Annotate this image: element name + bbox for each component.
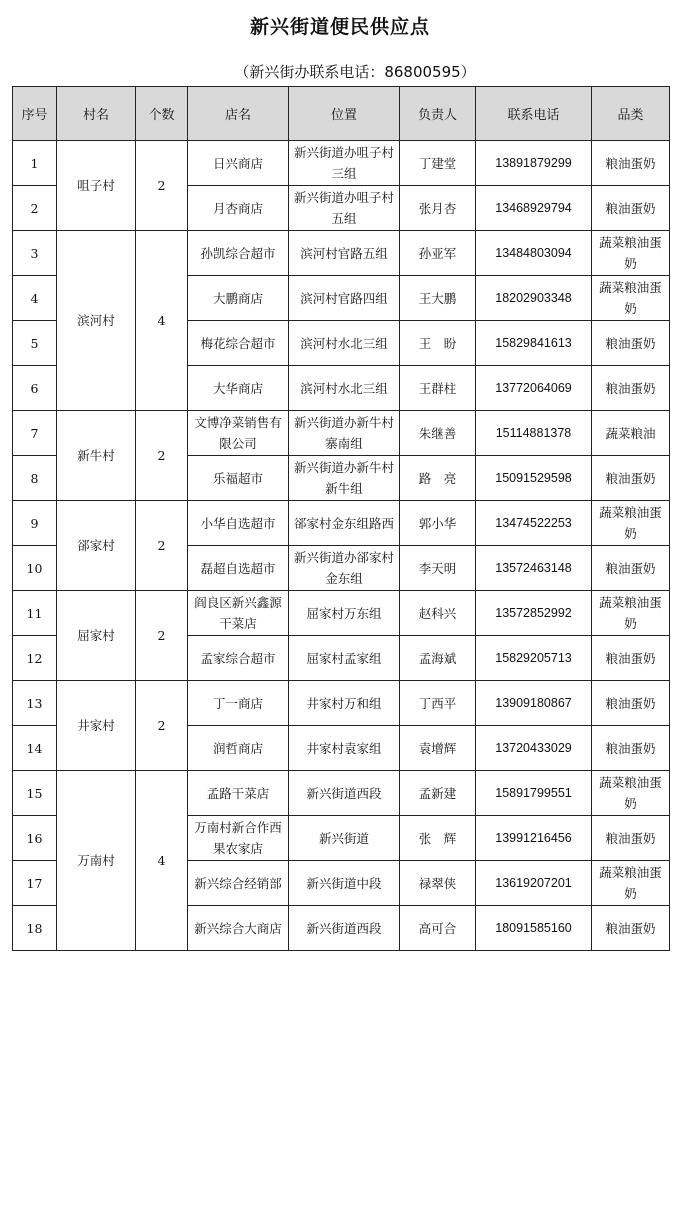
cell-no: 11: [13, 591, 57, 636]
cell-count: 2: [136, 681, 188, 771]
cell-village: 井家村: [57, 681, 136, 771]
cell-shop: 乐福超市: [188, 456, 289, 501]
cell-location: 井家村袁家组: [289, 726, 400, 771]
header-phone: 联系电话: [476, 87, 592, 141]
cell-village: 郤家村: [57, 501, 136, 591]
header-person: 负责人: [400, 87, 476, 141]
table-row: [13, 591, 670, 636]
cell-village: 屈家村: [57, 591, 136, 681]
cell-person: 丁建堂: [400, 141, 476, 186]
cell-location: 滨河村官路五组: [289, 231, 400, 276]
cell-category: 蔬菜粮油: [592, 411, 670, 456]
cell-shop: 新兴综合大商店: [188, 906, 289, 951]
cell-location: 屈家村万东组: [289, 591, 400, 636]
table-row: [13, 501, 670, 546]
cell-shop: 大鹏商店: [188, 276, 289, 321]
cell-count: 2: [136, 501, 188, 591]
cell-no: 4: [13, 276, 57, 321]
cell-phone: 13720433029: [476, 726, 592, 771]
table-row: [13, 411, 670, 456]
cell-category: 蔬菜粮油蛋奶: [592, 501, 670, 546]
cell-person: 王 盼: [400, 321, 476, 366]
cell-no: 5: [13, 321, 57, 366]
cell-person: 张月杏: [400, 186, 476, 231]
contact-subtitle: （新兴街办联系电话：86800595）: [234, 63, 476, 81]
cell-shop: 月杏商店: [188, 186, 289, 231]
cell-person: 王大鹏: [400, 276, 476, 321]
cell-no: 3: [13, 231, 57, 276]
cell-category: 蔬菜粮油蛋奶: [592, 231, 670, 276]
cell-person: 王群柱: [400, 366, 476, 411]
cell-shop: 孟路干菜店: [188, 771, 289, 816]
cell-category: 粮油蛋奶: [592, 141, 670, 186]
cell-phone: 13572463148: [476, 546, 592, 591]
cell-shop: 磊超自选超市: [188, 546, 289, 591]
cell-location: 滨河村水北三组: [289, 321, 400, 366]
cell-count: 4: [136, 771, 188, 951]
cell-village: 万南村: [57, 771, 136, 951]
cell-count: 2: [136, 141, 188, 231]
cell-shop: 新兴综合经销部: [188, 861, 289, 906]
cell-count: 2: [136, 591, 188, 681]
cell-person: 孙亚军: [400, 231, 476, 276]
header-shop: 店名: [188, 87, 289, 141]
cell-person: 丁西平: [400, 681, 476, 726]
cell-shop: 润哲商店: [188, 726, 289, 771]
cell-phone: 15829205713: [476, 636, 592, 681]
cell-shop: 大华商店: [188, 366, 289, 411]
cell-shop: 丁一商店: [188, 681, 289, 726]
cell-no: 8: [13, 456, 57, 501]
header-category: 品类: [592, 87, 670, 141]
cell-count: 2: [136, 411, 188, 501]
cell-location: 新兴街道办郤家村金东组: [289, 546, 400, 591]
cell-person: 路 亮: [400, 456, 476, 501]
cell-category: 粮油蛋奶: [592, 636, 670, 681]
cell-location: 新兴街道办新牛村寨南组: [289, 411, 400, 456]
cell-shop: 万南村新合作西果农家店: [188, 816, 289, 861]
cell-shop: 文博净菜销售有限公司: [188, 411, 289, 456]
cell-shop: 孟家综合超市: [188, 636, 289, 681]
cell-category: 粮油蛋奶: [592, 186, 670, 231]
cell-no: 9: [13, 501, 57, 546]
cell-person: 孟海斌: [400, 636, 476, 681]
cell-phone: 13572852992: [476, 591, 592, 636]
cell-location: 新兴街道办咀子村三组: [289, 141, 400, 186]
header-village: 村名: [57, 87, 136, 141]
cell-no: 6: [13, 366, 57, 411]
cell-phone: 13484803094: [476, 231, 592, 276]
cell-no: 1: [13, 141, 57, 186]
cell-no: 16: [13, 816, 57, 861]
cell-category: 蔬菜粮油蛋奶: [592, 591, 670, 636]
cell-person: 袁增辉: [400, 726, 476, 771]
cell-no: 12: [13, 636, 57, 681]
cell-category: 粮油蛋奶: [592, 456, 670, 501]
cell-location: 屈家村孟家组: [289, 636, 400, 681]
cell-no: 7: [13, 411, 57, 456]
cell-phone: 15891799551: [476, 771, 592, 816]
cell-phone: 13772064069: [476, 366, 592, 411]
table-body: [13, 141, 670, 951]
cell-phone: 15114881378: [476, 411, 592, 456]
cell-location: 新兴街道西段: [289, 906, 400, 951]
cell-shop: 小华自选超市: [188, 501, 289, 546]
cell-shop: 孙凯综合超市: [188, 231, 289, 276]
cell-category: 蔬菜粮油蛋奶: [592, 861, 670, 906]
cell-person: 赵科兴: [400, 591, 476, 636]
header-location: 位置: [289, 87, 400, 141]
header-count: 个数: [136, 87, 188, 141]
cell-location: 滨河村水北三组: [289, 366, 400, 411]
table-row: [13, 681, 670, 726]
cell-person: 郭小华: [400, 501, 476, 546]
cell-village: 新牛村: [57, 411, 136, 501]
cell-person: 高可合: [400, 906, 476, 951]
cell-no: 13: [13, 681, 57, 726]
cell-no: 18: [13, 906, 57, 951]
cell-location: 新兴街道办咀子村五组: [289, 186, 400, 231]
cell-category: 蔬菜粮油蛋奶: [592, 771, 670, 816]
cell-no: 2: [13, 186, 57, 231]
cell-person: 张 辉: [400, 816, 476, 861]
cell-phone: 13891879299: [476, 141, 592, 186]
cell-category: 粮油蛋奶: [592, 366, 670, 411]
cell-no: 17: [13, 861, 57, 906]
cell-phone: 13474522253: [476, 501, 592, 546]
cell-phone: 13619207201: [476, 861, 592, 906]
cell-category: 粮油蛋奶: [592, 681, 670, 726]
table-row: [13, 771, 670, 816]
cell-category: 粮油蛋奶: [592, 321, 670, 366]
page-title: 新兴街道便民供应点: [249, 16, 430, 38]
cell-person: 李天明: [400, 546, 476, 591]
cell-phone: 18091585160: [476, 906, 592, 951]
cell-village: 滨河村: [57, 231, 136, 411]
cell-no: 14: [13, 726, 57, 771]
cell-category: 粮油蛋奶: [592, 546, 670, 591]
cell-phone: 13909180867: [476, 681, 592, 726]
cell-shop: 梅花综合超市: [188, 321, 289, 366]
cell-location: 郤家村金东组路西: [289, 501, 400, 546]
cell-location: 新兴街道办新牛村新牛组: [289, 456, 400, 501]
supply-points-table: [12, 86, 670, 951]
cell-location: 新兴街道中段: [289, 861, 400, 906]
cell-no: 15: [13, 771, 57, 816]
cell-person: 孟新建: [400, 771, 476, 816]
table-row: [13, 141, 670, 186]
cell-shop: 日兴商店: [188, 141, 289, 186]
cell-phone: 13468929794: [476, 186, 592, 231]
cell-location: 新兴街道西段: [289, 771, 400, 816]
cell-village: 咀子村: [57, 141, 136, 231]
header-no: 序号: [13, 87, 57, 141]
cell-person: 朱继善: [400, 411, 476, 456]
cell-phone: 15829841613: [476, 321, 592, 366]
cell-count: 4: [136, 231, 188, 411]
cell-location: 井家村万和组: [289, 681, 400, 726]
cell-location: 滨河村官路四组: [289, 276, 400, 321]
table-header-row: [13, 87, 670, 141]
cell-phone: 13991216456: [476, 816, 592, 861]
cell-phone: 15091529598: [476, 456, 592, 501]
cell-category: 粮油蛋奶: [592, 906, 670, 951]
cell-category: 粮油蛋奶: [592, 726, 670, 771]
cell-person: 禄翠侠: [400, 861, 476, 906]
cell-category: 粮油蛋奶: [592, 816, 670, 861]
cell-phone: 18202903348: [476, 276, 592, 321]
table-row: [13, 231, 670, 276]
cell-location: 新兴街道: [289, 816, 400, 861]
cell-no: 10: [13, 546, 57, 591]
cell-category: 蔬菜粮油蛋奶: [592, 276, 670, 321]
cell-shop: 阎良区新兴鑫源干菜店: [188, 591, 289, 636]
